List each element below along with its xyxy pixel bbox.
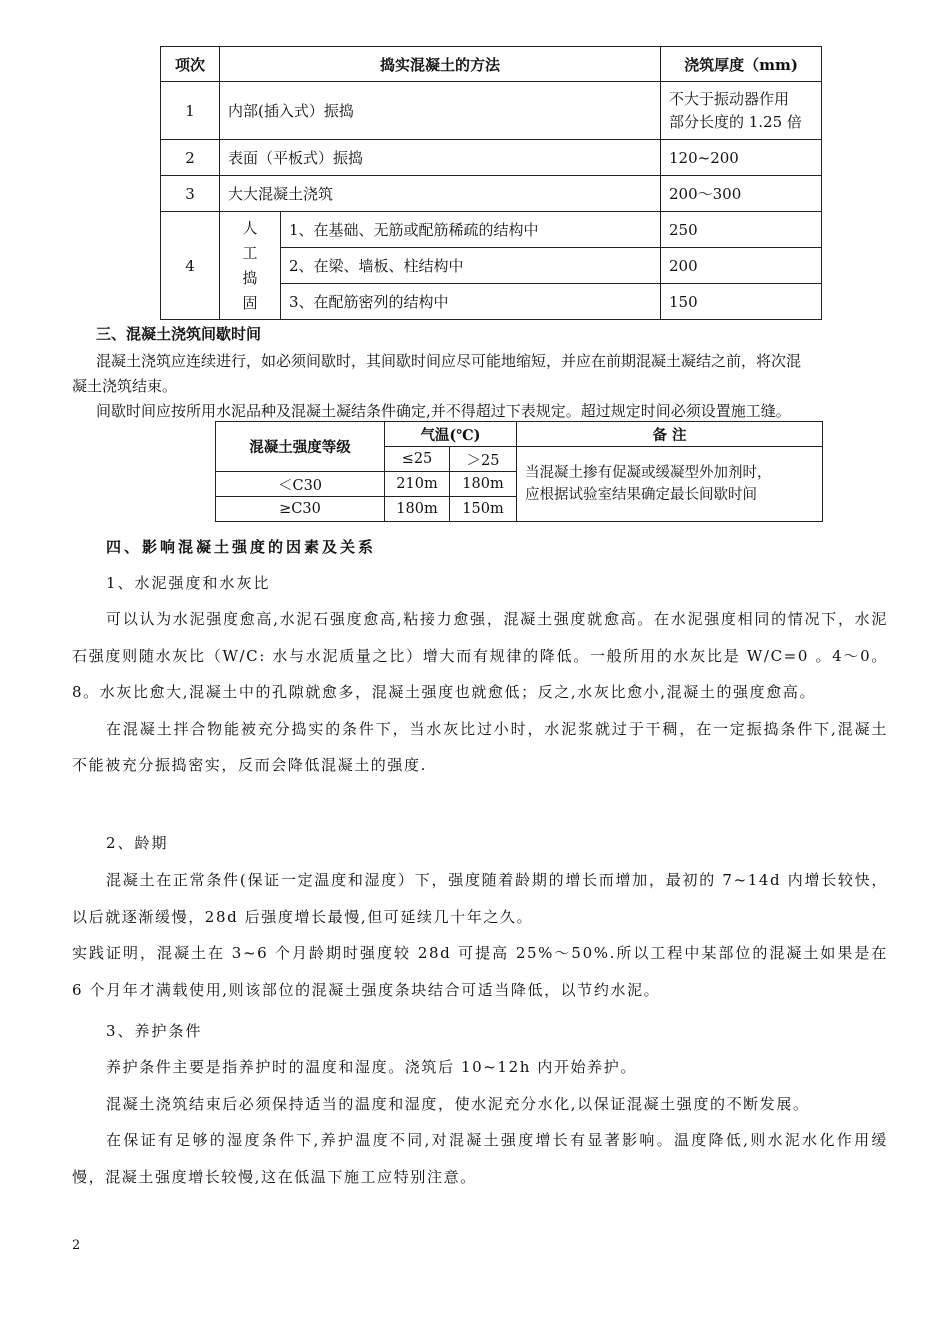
interval-time-table	[215, 421, 823, 522]
row-method: 1、在基础、无筋或配筋稀疏的结构中	[281, 212, 661, 248]
label-char: 工	[242, 243, 258, 262]
subsection-2-title: 2、龄期	[106, 834, 169, 852]
col-header-thickness: 浇筑厚度（mm)	[661, 47, 822, 82]
row-gt25: 180m	[450, 472, 517, 497]
table-note	[517, 447, 823, 522]
row-thickness: 200	[661, 248, 822, 284]
manual-compaction-label	[220, 212, 281, 320]
paragraph: 在混凝土拌合物能被充分捣实的条件下，当水灰比过小时，水泥浆就过于干稠，在一定振捣条件下,混凝土不能被充分振捣密实，反而会降低混凝土的强度.	[72, 719, 888, 775]
row-number: 2	[161, 140, 220, 176]
col-header-temperature: 气温(℃)	[385, 422, 517, 447]
row-grade: ＜C30	[216, 472, 385, 497]
row-number: 4	[161, 212, 220, 320]
table-row	[161, 176, 822, 212]
col-header-le25: ≤25	[385, 447, 450, 472]
row-thickness: 120~200	[661, 140, 822, 176]
row-method: 大大混凝土浇筑	[220, 176, 661, 212]
subsection-1-title: 1、水泥强度和水灰比	[106, 574, 271, 592]
label-char: 人	[242, 218, 258, 237]
table-row	[161, 212, 822, 248]
page-number: 2	[72, 1238, 81, 1253]
row-thickness: 150	[661, 284, 822, 320]
subsection-3-title: 3、养护条件	[106, 1022, 203, 1040]
thickness-line: 不大于振动器作用	[669, 89, 790, 108]
table-header-row	[161, 47, 822, 82]
section-4-title: 四、影响混凝土强度的因素及关系	[106, 538, 377, 556]
section-3-title: 三、混凝土浇筑间歇时间	[96, 325, 262, 343]
compaction-thickness-table	[160, 46, 822, 320]
row-grade: ≥C30	[216, 497, 385, 522]
col-header-item: 项次	[161, 47, 220, 82]
row-thickness: 250	[661, 212, 822, 248]
note-line: 应根据试验室结果确定最长间歇时间	[525, 487, 757, 503]
subsection-1-body	[72, 601, 888, 784]
paragraph: 实践证明，混凝土在 3~6 个月龄期时强度较 28d 可提高 25%～50%.所以工程中某部位的混凝土如果是在 6 个月年才满载使用,则该部位的混凝土强度条块结合可适当降低，以节约水泥。	[72, 944, 888, 999]
row-method: 3、在配筋密列的结构中	[281, 284, 661, 320]
subsection-3-body	[72, 1049, 888, 1195]
table-header-row	[216, 422, 823, 447]
row-number: 3	[161, 176, 220, 212]
label-char: 捣	[242, 268, 258, 287]
section-3-paragraph-line: 混凝土浇筑应连续进行，如必须间歇时，其间歇时间应尽可能地缩短，并应在前期混凝土凝结之前，将次混	[96, 352, 802, 370]
section-3-paragraph-line: 凝土浇筑结束。	[72, 377, 178, 395]
subsection-2-body	[72, 862, 888, 1008]
col-header-method: 捣实混凝土的方法	[220, 47, 661, 82]
col-header-gt25: ＞25	[450, 447, 517, 472]
paragraph: 混凝土在正常条件(保证一定温度和湿度）下，强度随着龄期的增长而增加，最初的 7~14d 内增长较快，以后就逐渐缓慢，28d 后强度增长最慢,但可延续几十年之久。	[72, 871, 888, 926]
row-method: 2、在梁、墙板、柱结构中	[281, 248, 661, 284]
row-thickness: 200～300	[661, 176, 822, 212]
thickness-line: 部分长度的 1.25 倍	[669, 112, 802, 131]
section-3-paragraph: 间歇时间应按所用水泥品种及混凝土凝结条件确定,并不得超过下表规定。超过规定时间必须设置施工缝。	[96, 402, 791, 420]
row-number: 1	[161, 82, 220, 140]
row-le25: 180m	[385, 497, 450, 522]
paragraph: 混凝土浇筑结束后必须保持适当的温度和湿度，使水泥充分水化,以保证混凝土强度的不断发展。	[106, 1094, 810, 1113]
row-method: 内部(插入式）振捣	[220, 82, 661, 140]
note-line: 当混凝土掺有促凝或缓凝型外加剂时，	[525, 465, 772, 481]
row-thickness	[661, 82, 822, 140]
table-row	[161, 140, 822, 176]
col-header-grade: 混凝土强度等级	[216, 422, 385, 472]
label-char: 固	[242, 293, 258, 312]
row-gt25: 150m	[450, 497, 517, 522]
col-header-note: 备 注	[517, 422, 823, 447]
paragraph: 养护条件主要是指养护时的温度和湿度。浇筑后 10~12h 内开始养护。	[106, 1058, 637, 1076]
paragraph: 在保证有足够的湿度条件下,养护温度不同,对混凝土强度增长有显著影响。温度降低,则水泥水化作用缓慢，混凝土强度增长较慢,这在低温下施工应特别注意。	[72, 1131, 888, 1186]
row-le25: 210m	[385, 472, 450, 497]
table-row	[161, 82, 822, 140]
row-method: 表面（平板式）振捣	[220, 140, 661, 176]
paragraph: 可以认为水泥强度愈高,水泥石强度愈高,粘接力愈强，混凝土强度就愈高。在水泥强度相同的情况下，水泥石强度则随水灰比（W/C: 水与水泥质量之比）增大而有规律的降低。一般所用的水灰比是 W/C=0 。4～0。8。水灰比愈大,混凝土中的孔隙就愈多，混凝土强度也就愈低；反之,水灰比愈小,混凝土的强度愈高。	[72, 610, 888, 702]
